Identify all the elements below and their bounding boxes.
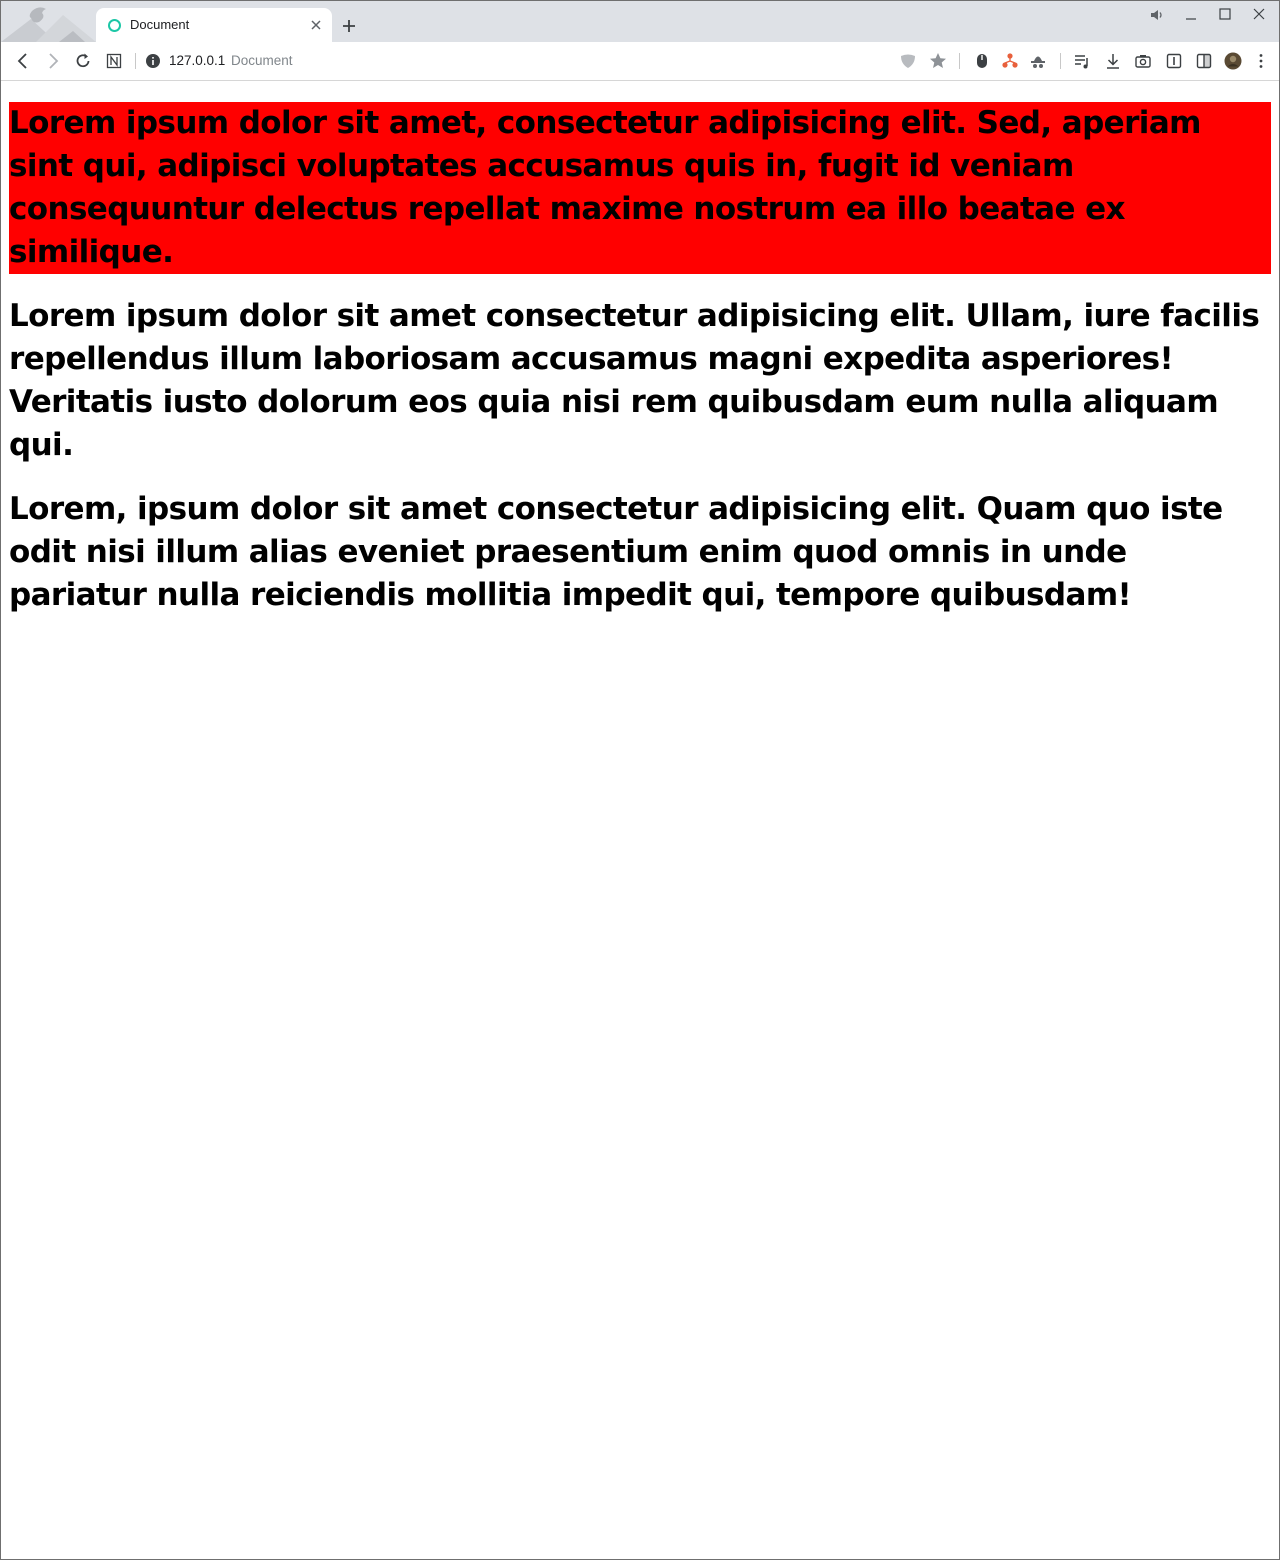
- download-icon[interactable]: [1103, 51, 1123, 71]
- minimize-icon[interactable]: [1181, 5, 1201, 25]
- maximize-icon[interactable]: [1215, 5, 1235, 25]
- tab-strip: [1, 1, 1279, 42]
- network-icon[interactable]: [1000, 51, 1020, 71]
- notion-icon[interactable]: [104, 51, 124, 71]
- favicon-icon: [108, 19, 121, 32]
- reader-icon[interactable]: [1164, 51, 1184, 71]
- mouse-icon[interactable]: [972, 51, 992, 71]
- avatar[interactable]: [1223, 51, 1243, 71]
- speaker-icon[interactable]: [1147, 5, 1167, 25]
- incognito-icon[interactable]: [1028, 51, 1048, 71]
- url-host[interactable]: 127.0.0.1: [169, 53, 226, 68]
- sidebar-icon[interactable]: [1194, 51, 1214, 71]
- toolbar-separator: [135, 53, 136, 69]
- url-page-title[interactable]: Document: [231, 53, 293, 68]
- new-tab-icon[interactable]: [339, 16, 359, 36]
- toolbar: [1, 42, 1279, 81]
- highlighted-paragraph: Lorem ipsum dolor sit amet, consectetur adipisicing elit. Sed, aperiam sint qui, adipisci voluptates accusamus quis in, fugit id veniam consequuntur delectus repellat maxime nostrum ea illo beatae ex similique.: [9, 102, 1271, 274]
- more-icon[interactable]: [1251, 51, 1271, 71]
- camera-icon[interactable]: [1133, 51, 1153, 71]
- paragraph: Lorem ipsum dolor sit amet consectetur adipisicing elit. Ullam, iure facilis repellendus illum laboriosam accusamus magni expedita asperiores! Veritatis iusto dolorum eos quia nisi rem quibusdam eum nulla aliquam qui.: [9, 298, 1260, 463]
- reload-icon[interactable]: [73, 51, 93, 71]
- tab-title: Document: [130, 17, 190, 32]
- shield-icon[interactable]: [898, 51, 918, 71]
- forward-icon[interactable]: [43, 51, 63, 71]
- tab-close-icon[interactable]: [307, 16, 325, 34]
- tab-strip-decoration: [1, 1, 96, 42]
- site-info-icon[interactable]: [145, 53, 161, 69]
- page-content: [9, 102, 1271, 638]
- star-icon[interactable]: [928, 51, 948, 71]
- toolbar-separator: [959, 53, 960, 69]
- toolbar-separator: [1060, 53, 1061, 69]
- paragraph: Lorem, ipsum dolor sit amet consectetur adipisicing elit. Quam quo iste odit nisi illum alias eveniet praesentium enim quod omnis in unde pariatur nulla reiciendis mollitia impedit qui, tempore quibusdam!: [9, 491, 1223, 613]
- tab-document[interactable]: [96, 8, 332, 42]
- close-icon[interactable]: [1249, 5, 1269, 25]
- playlist-icon[interactable]: [1072, 51, 1092, 71]
- back-icon[interactable]: [13, 51, 33, 71]
